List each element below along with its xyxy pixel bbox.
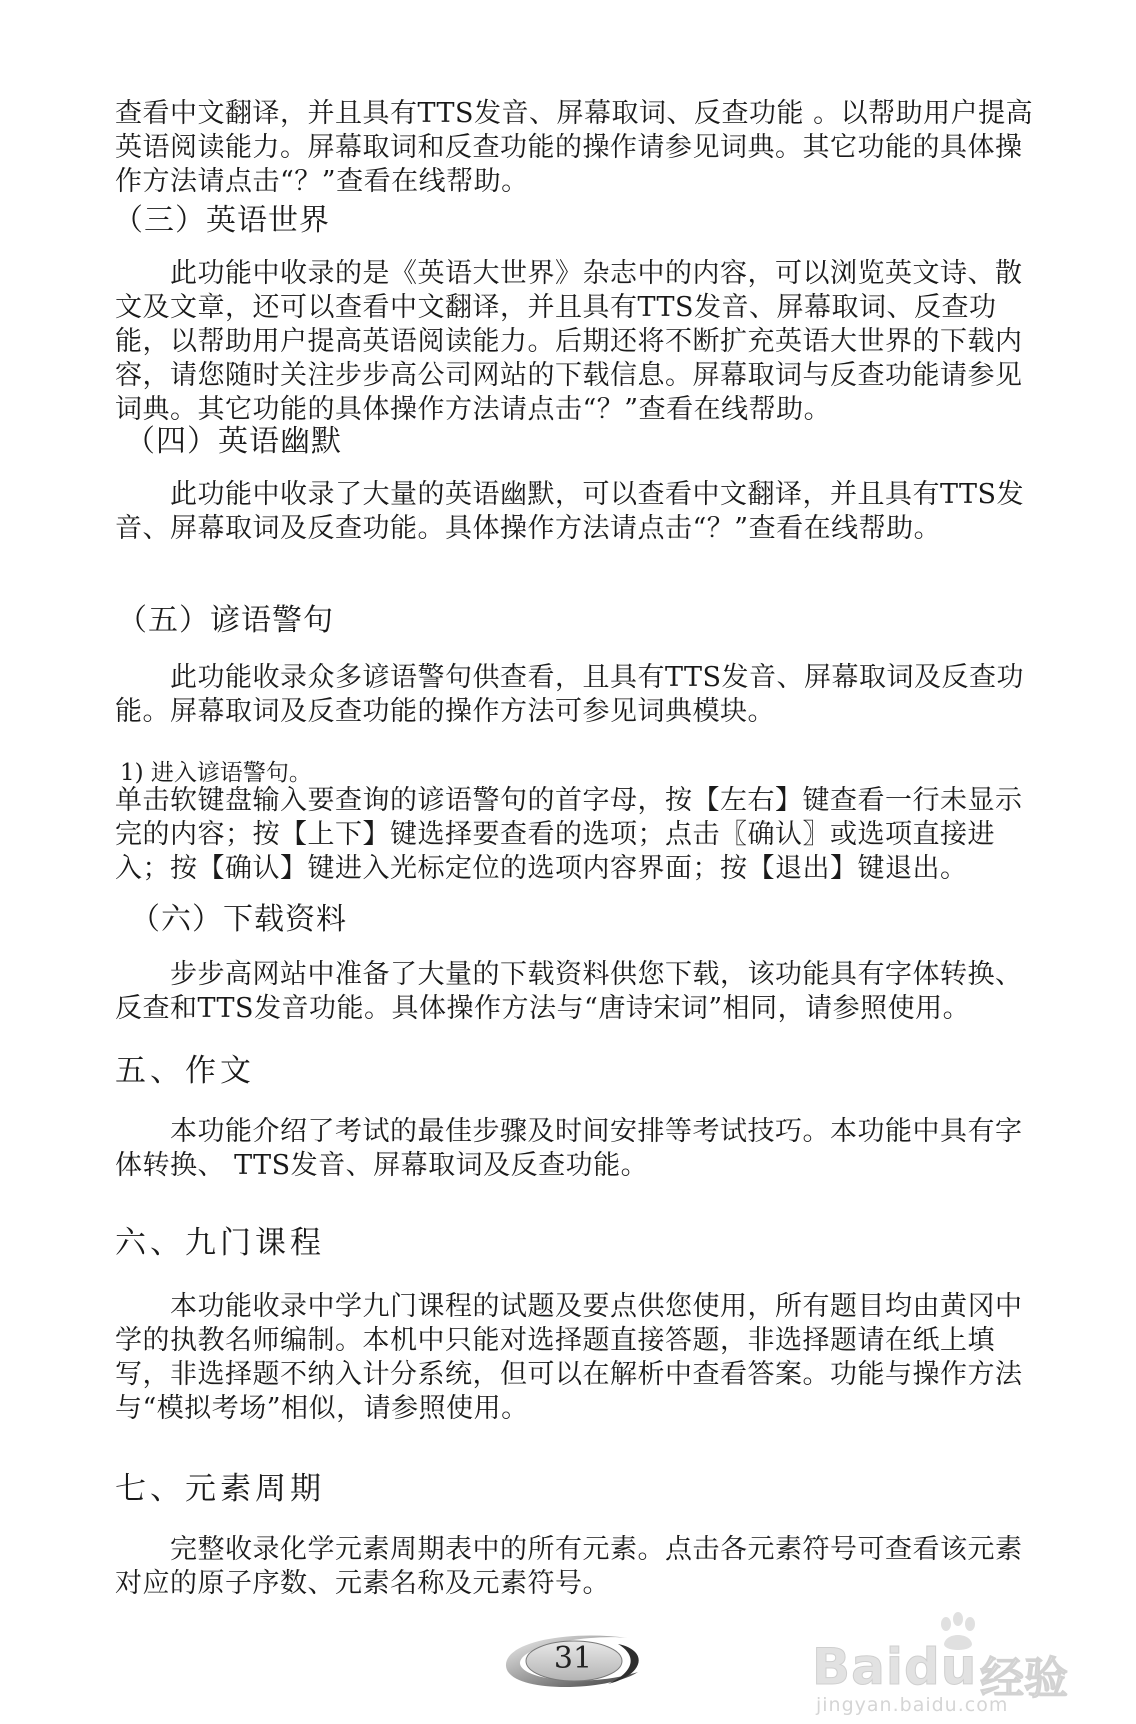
chapter-heading-nine-courses: 六、九门课程 xyxy=(115,1225,325,1261)
section-heading-proverbs: （五）谚语警句 xyxy=(117,603,334,638)
page-number-badge xyxy=(498,1628,648,1692)
chapter-heading-composition: 五、作文 xyxy=(115,1053,255,1089)
chapter-body-composition: 本功能介绍了考试的最佳步骤及时间安排等考试技巧。本功能中具有字体转换、 TTS发音、屏幕取词及反查功能。 xyxy=(115,1116,1023,1181)
section-body-english-world: 此功能中收录的是《英语大世界》杂志中的内容，可以浏览英文诗、散文及文章，还可以查看中文翻译，并且具有TTS发音、屏幕取词、反查功能，以帮助用户提高英语阅读能力。后期还将不断扩充英语大世界的下载内容，请您随时关注步步高公司网站的下载信息。屏幕取词与反查功能请参见词典。其它功能的具体操作方法请点击“？”查看在线帮助。 xyxy=(115,258,1023,425)
chapter-heading-periodic-table: 七、元素周期 xyxy=(115,1471,325,1507)
intro-paragraph: 查看中文翻译，并且具有TTS发音、屏幕取词、反查功能 。以帮助用户提高英语阅读能力。屏幕取词和反查功能的操作请参见词典。其它功能的具体操作方法请点击“？”查看在线帮助。 xyxy=(115,98,1034,197)
section-heading-english-humor: （四）英语幽默 xyxy=(125,424,342,459)
baidu-jingyan-watermark xyxy=(812,1612,1072,1716)
chapter-body-nine-courses: 本功能收录中学九门课程的试题及要点供您使用，所有题目均由黄冈中学的执教名师编制。本机中只能对选择题直接答题，非选择题请在纸上填写，非选择题不纳入计分系统，但可以在解析中查看答案。功能与操作方法与“模拟考场”相似，请参照使用。 xyxy=(115,1291,1023,1424)
baidu-logo-text: Baidu xyxy=(812,1638,978,1696)
step-1-body: 单击软键盘输入要查询的谚语警句的首字母，按【左右】键查看一行未显示完的内容；按【上下】键选择要查看的选项；点击〖确认〗或选项直接进入；按【确认】键进入光标定位的选项内容界面；按【退出】键退出。 xyxy=(115,785,1023,884)
watermark-url: jingyan.baidu.com xyxy=(816,1694,1009,1716)
section-heading-english-world: （三）英语世界 xyxy=(113,203,330,238)
chapter-body-periodic-table: 完整收录化学元素周期表中的所有元素。点击各元素符号可查看该元素对应的原子序数、元素名称及元素符号。 xyxy=(115,1534,1023,1599)
section-body-downloads: 步步高网站中准备了大量的下载资料供您下载，该功能具有字体转换、反查和TTS发音功能。具体操作方法与“唐诗宋词”相同，请参照使用。 xyxy=(115,959,1023,1024)
step-1-title: 1) 进入谚语警句。 xyxy=(120,760,312,786)
section-heading-downloads: （六）下载资料 xyxy=(130,902,347,937)
page-number: 31 xyxy=(553,1641,593,1676)
jingyan-logo-text: 经验 xyxy=(980,1653,1068,1704)
section-body-proverbs: 此功能收录众多谚语警句供查看，且具有TTS发音、屏幕取词及反查功能。屏幕取词及反查功能的操作方法可参见词典模块。 xyxy=(115,662,1025,727)
section-body-english-humor: 此功能中收录了大量的英语幽默，可以查看中文翻译，并且具有TTS发音、屏幕取词及反查功能。具体操作方法请点击“？”查看在线帮助。 xyxy=(115,479,1025,544)
